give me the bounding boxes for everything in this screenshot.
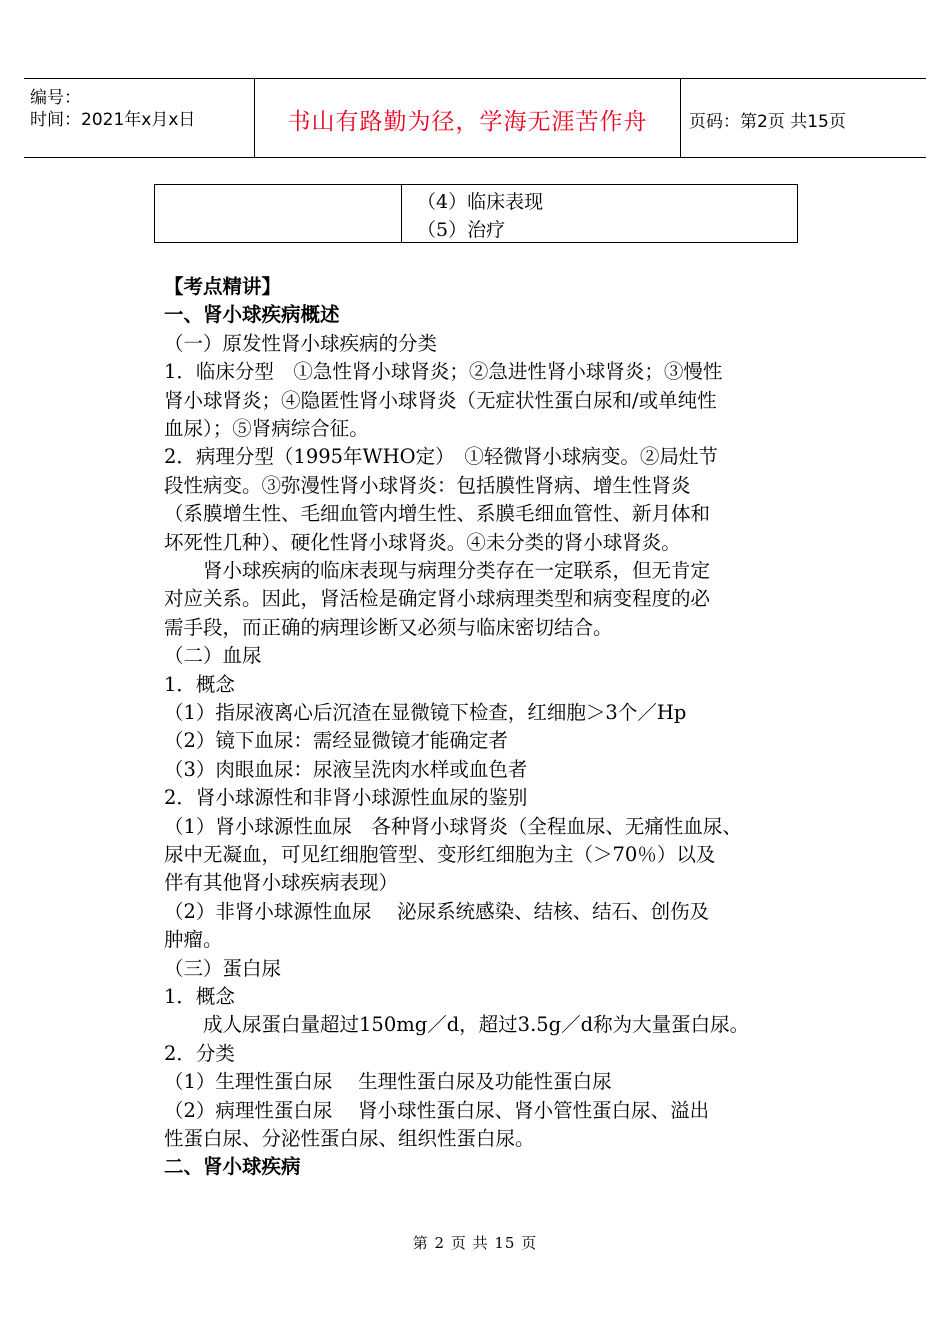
page-footer: 第 2 页 共 15 页 [412, 1234, 538, 1252]
section-heading: 二、肾小球疾病 [164, 1155, 301, 1179]
body-line: 2．分类 [164, 1041, 235, 1065]
body-line: 坏死性几种）、硬化性肾小球肾炎。④未分类的肾小球肾炎。 [164, 530, 681, 554]
body-line: 伴有其他肾小球疾病表现） [164, 871, 399, 895]
body-line: （系膜增生性、毛细血管内增生性、系膜毛细血管性、新月体和 [164, 502, 711, 526]
body-line: 段性病变。③弥漫性肾小球肾炎：包括膜性肾病、增生性肾炎 [164, 473, 691, 497]
body-line: （2）病理性蛋白尿 肾小球性蛋白尿、肾小管性蛋白尿、溢出 [164, 1098, 710, 1122]
section-heading: 一、肾小球疾病概述 [164, 303, 340, 327]
time-label: 时间：2021年x月x日 [30, 110, 196, 130]
body-line: 1．概念 [164, 985, 235, 1008]
body-line: （1）指尿液离心后沉渣在显微镜下检查，红细胞＞3个／Hp [164, 701, 687, 724]
body-line: （1）生理性蛋白尿 生理性蛋白尿及功能性蛋白尿 [164, 1070, 612, 1094]
body-line: （1）肾小球源性血尿 各种肾小球肾炎（全程血尿、无痛性血尿、 [164, 814, 742, 838]
body-line: （2）非肾小球源性血尿 泌尿系统感染、结核、结石、创伤及 [164, 899, 710, 923]
body-line: （三）蛋白尿 [164, 956, 282, 980]
body-line: 血尿）；⑤肾病综合征。 [164, 417, 369, 440]
body-line: 1．概念 [164, 672, 235, 696]
page-info: 页码：第2页 共15页 [689, 112, 846, 132]
page-header [24, 78, 926, 158]
body-line: 肿瘤。 [164, 928, 223, 952]
body-line: （二）血尿 [164, 644, 262, 668]
body-line: 需手段，而正确的病理诊断又必须与临床密切结合。 [164, 615, 613, 639]
body-line: （一）原发性肾小球疾病的分类 [164, 331, 438, 355]
header-page-cell [681, 79, 926, 157]
section-heading: 【考点精讲】 [164, 275, 282, 298]
serial-label: 编号： [30, 88, 81, 108]
table-line-2: （5）治疗 [417, 219, 506, 241]
body-line: 尿中无凝血，可见红细胞管型、变形红细胞为主（＞70％）以及 [164, 843, 716, 866]
motto: 书山有路勤为径，学海无涯苦作舟 [287, 109, 648, 135]
header-meta-cell [24, 79, 254, 157]
body-line: （3）肉眼血尿：尿液呈洗肉水样或血色者 [164, 757, 528, 781]
body-line: 性蛋白尿、分泌性蛋白尿、组织性蛋白尿。 [164, 1127, 535, 1150]
top-table [154, 184, 798, 243]
header-motto-cell [254, 79, 681, 157]
body-line: 成人尿蛋白量超过150mg／d，超过3.5g／d称为大量蛋白尿。 [164, 1013, 750, 1037]
body-line: 2．病理分型（1995年WHO定） ①轻微肾小球病变。②局灶节 [164, 445, 718, 469]
body-line: （2）镜下血尿：需经显微镜才能确定者 [164, 729, 508, 753]
body-line: 肾小球肾炎；④隐匿性肾小球肾炎（无症状性蛋白尿和/或单纯性 [164, 388, 717, 412]
body-line: 肾小球疾病的临床表现与病理分类存在一定联系，但无肯定 [164, 559, 711, 582]
body-line: 2．肾小球源性和非肾小球源性血尿的鉴别 [164, 786, 528, 810]
body-line: 1．临床分型 ①急性肾小球肾炎；②急进性肾小球肾炎；③慢性 [164, 360, 723, 384]
table-line-1: （4）临床表现 [417, 191, 544, 213]
table-divider [401, 185, 402, 242]
body-line: 对应关系。因此，肾活检是确定肾小球病理类型和病变程度的必 [164, 587, 711, 611]
